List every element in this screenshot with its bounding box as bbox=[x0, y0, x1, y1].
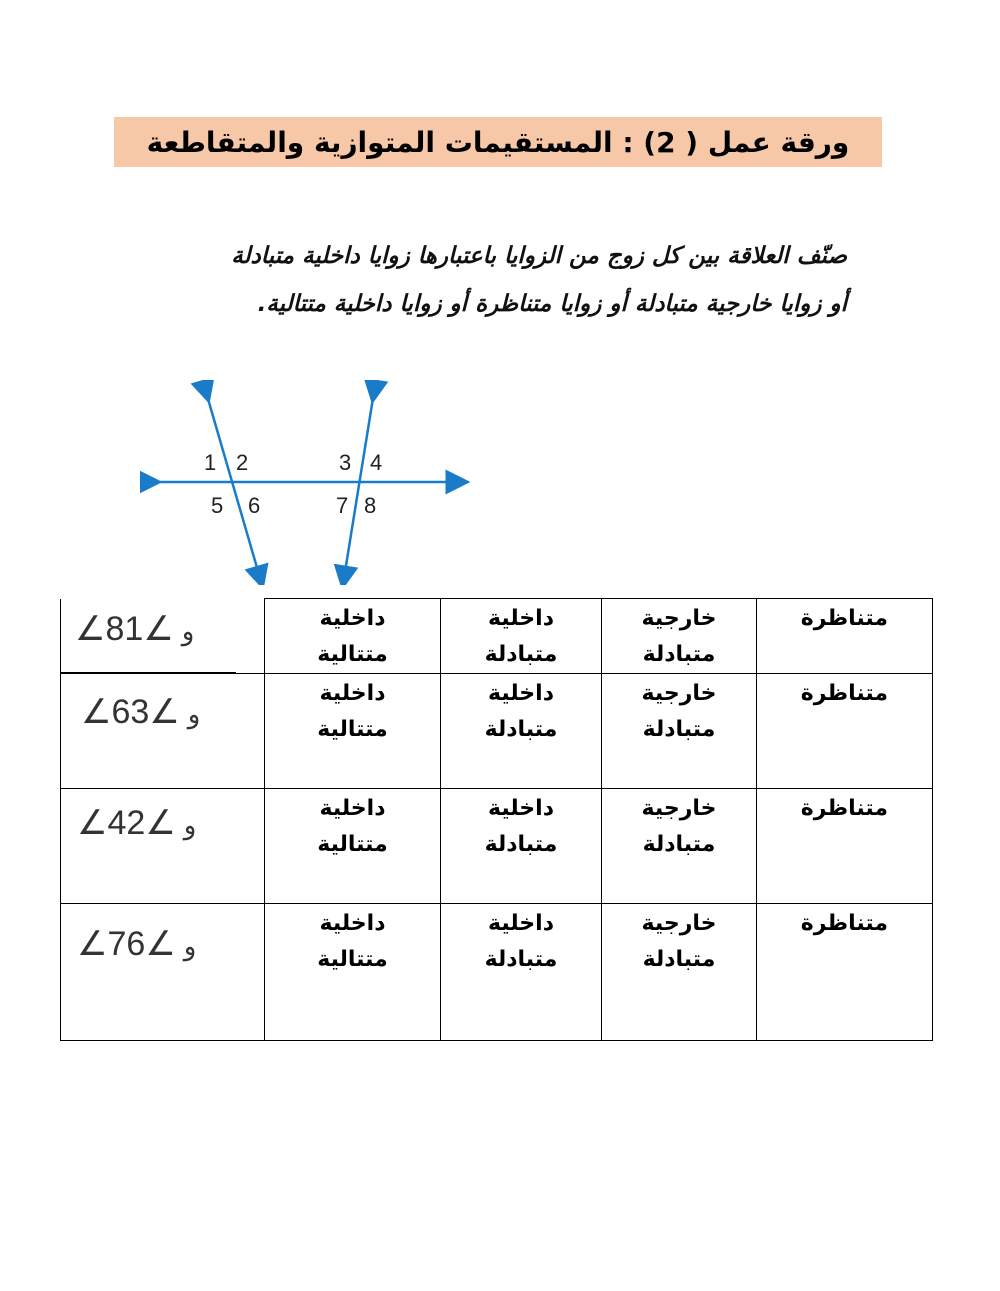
table-row bbox=[61, 599, 933, 674]
option-alternate-interior[interactable]: داخلية متبادلة bbox=[441, 904, 602, 1041]
angle-label-3: 3 bbox=[339, 450, 352, 475]
table-row bbox=[61, 789, 933, 904]
option-alternate-exterior[interactable]: خارجية متبادلة bbox=[602, 674, 757, 789]
table-row bbox=[61, 904, 933, 1041]
option-corresponding[interactable]: متناظرة bbox=[757, 599, 933, 674]
angle-label-6: 6 bbox=[248, 493, 261, 518]
option-alternate-interior[interactable]: داخلية متبادلة bbox=[441, 674, 602, 789]
instructions-line-1: صنّف العلاقة بين كل زوج من الزوايا باعتبارها زوايا داخلية متبادلة bbox=[231, 243, 847, 269]
option-corresponding[interactable]: متناظرة bbox=[757, 789, 933, 904]
angle-pair-cell bbox=[61, 789, 265, 904]
angle-pair: ∠4 و∠2 bbox=[77, 804, 197, 842]
angle-label-2: 2 bbox=[236, 450, 249, 475]
angle-label-1: 1 bbox=[204, 450, 217, 475]
angle-pair: ∠6 و∠3 bbox=[81, 693, 201, 731]
option-alternate-exterior[interactable]: خارجية متبادلة bbox=[602, 789, 757, 904]
instructions-line-2: أو زوايا خارجية متبادلة أو زوايا متناظرة أو زوايا داخلية متتالية. bbox=[257, 291, 847, 317]
right-transversal bbox=[344, 392, 377, 578]
title-banner bbox=[114, 117, 882, 167]
pair-border-2 bbox=[60, 672, 236, 673]
option-alternate-interior[interactable]: داخلية متبادلة bbox=[441, 789, 602, 904]
option-consecutive-interior[interactable]: داخلية متتالية bbox=[265, 789, 441, 904]
angle-pair-cell bbox=[61, 674, 265, 789]
angle-label-7: 7 bbox=[336, 493, 349, 518]
option-consecutive-interior[interactable]: داخلية متتالية bbox=[265, 904, 441, 1041]
option-consecutive-interior[interactable]: داخلية متتالية bbox=[265, 674, 441, 789]
angle-label-8: 8 bbox=[364, 493, 377, 518]
pair-border-3 bbox=[60, 788, 228, 789]
table-row bbox=[61, 674, 933, 789]
pair-border-4 bbox=[60, 903, 222, 904]
angle-label-4: 4 bbox=[370, 450, 383, 475]
left-transversal bbox=[206, 392, 260, 578]
angle-pair: ∠7 و∠6 bbox=[77, 925, 197, 963]
page-title: ورقة عمل ( 2) : المستقيمات المتوازية والمتقاطعة bbox=[146, 125, 850, 159]
option-alternate-interior[interactable]: داخلية متبادلة bbox=[441, 599, 602, 674]
angle-label-5: 5 bbox=[211, 493, 224, 518]
option-alternate-exterior[interactable]: خارجية متبادلة bbox=[602, 599, 757, 674]
option-corresponding[interactable]: متناظرة bbox=[757, 904, 933, 1041]
angle-pair-cell bbox=[61, 904, 265, 1041]
angle-pair-cell bbox=[61, 599, 265, 674]
instructions bbox=[175, 232, 847, 328]
option-alternate-exterior[interactable]: خارجية متبادلة bbox=[602, 904, 757, 1041]
option-corresponding[interactable]: متناظرة bbox=[757, 674, 933, 789]
option-consecutive-interior[interactable]: داخلية متتالية bbox=[265, 599, 441, 674]
angle-pair: ∠8 و∠1 bbox=[75, 609, 195, 648]
classification-table bbox=[60, 598, 933, 1041]
transversal-diagram bbox=[140, 380, 470, 585]
